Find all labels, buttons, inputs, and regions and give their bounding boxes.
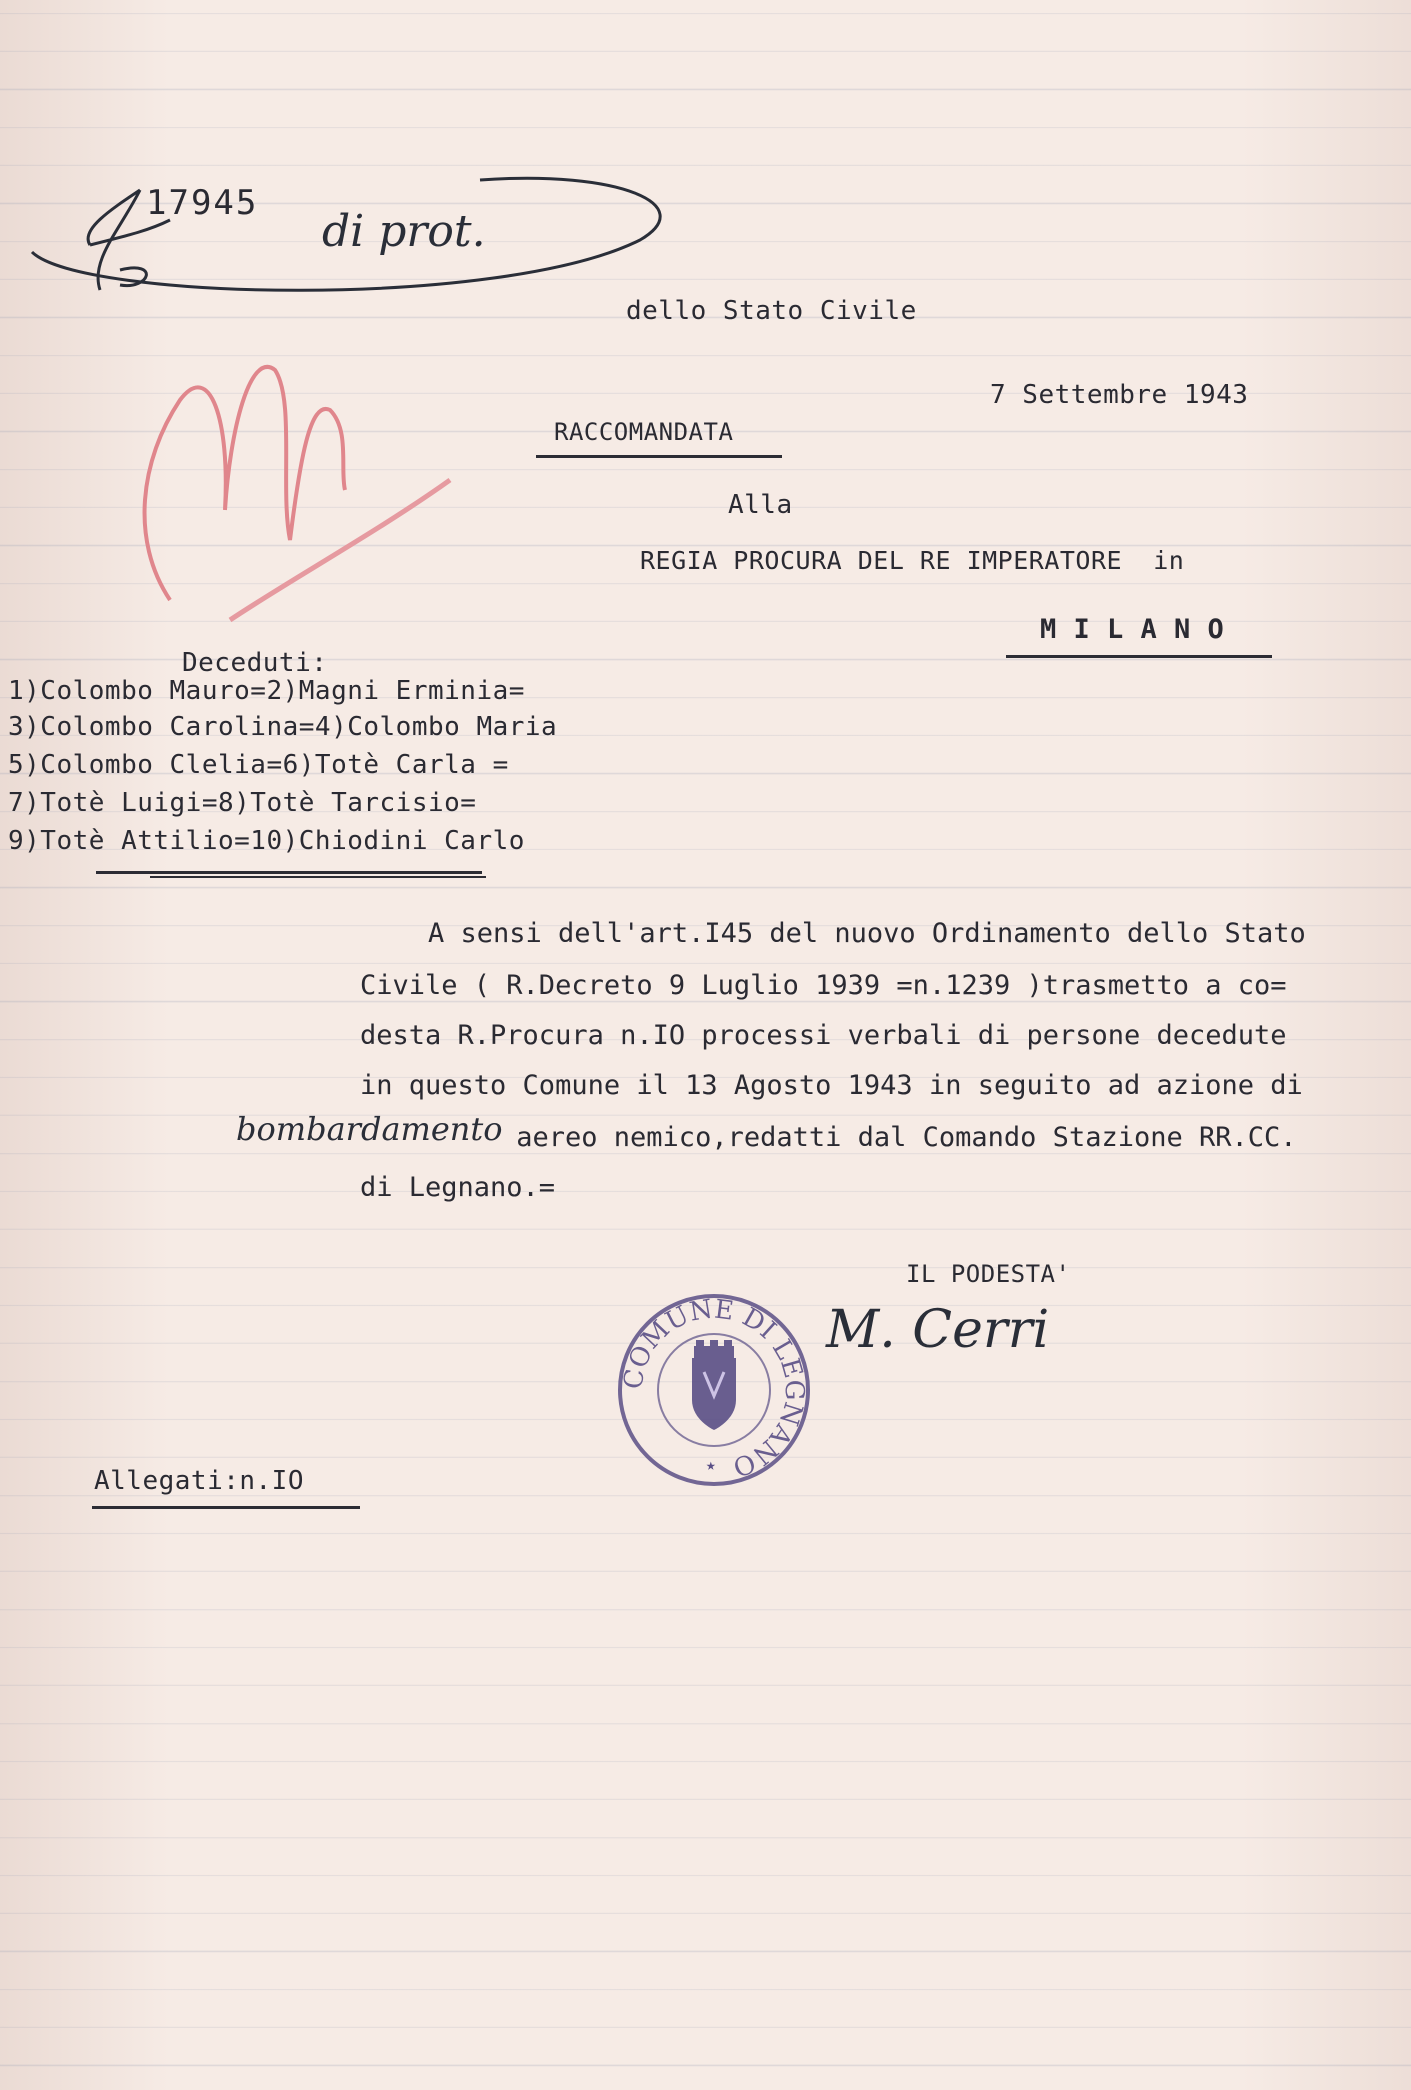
deceased-line: 7)Totè Luigi=8)Totè Tarcisio= <box>8 788 477 818</box>
deceased-underline-second <box>150 876 486 878</box>
document-date: 7 Settembre 1943 <box>990 380 1249 410</box>
red-pencil-mark-icon <box>120 340 480 640</box>
deceased-line: 3)Colombo Carolina=4)Colombo Maria <box>8 712 558 742</box>
stamp-star-icon: ★ <box>706 1455 716 1474</box>
body-line-4: in questo Comune il 13 Agosto 1943 in seguito ad azione di <box>360 1070 1303 1101</box>
deceased-line: 1)Colombo Mauro=2)Magni Erminia= <box>8 676 525 706</box>
signature-handwriting: M. Cerri <box>826 1300 1050 1360</box>
protocol-number: 17945 <box>146 183 259 223</box>
recipient-name: REGIA PROCURA DEL RE IMPERATORE in <box>640 546 1185 575</box>
deceased-line: 9)Totè Attilio=10)Chiodini Carlo <box>8 826 525 856</box>
recipient-city-underline <box>1006 655 1272 658</box>
deceased-line: 5)Colombo Clelia=6)Totè Carla = <box>8 750 509 780</box>
attachments: Allegati:n.IO <box>94 1466 304 1496</box>
recipient-city: M I L A N O <box>1040 614 1225 645</box>
coat-of-arms-icon <box>692 1340 736 1430</box>
municipal-stamp <box>614 1290 814 1490</box>
mail-type-underline <box>536 455 782 458</box>
body-line-5: aereo nemico,redatti dal Comando Stazione RR.CC. <box>500 1122 1297 1153</box>
body-line-1: A sensi dell'art.I45 del nuovo Ordinamento dello Stato <box>428 918 1306 949</box>
deceased-underline <box>96 871 482 874</box>
stamp-text-path: COMUNE DI LEGNANO <box>618 1294 810 1483</box>
mail-type: RACCOMANDATA <box>554 418 734 446</box>
sender-office: dello Stato Civile <box>626 296 917 326</box>
deceased-heading: Deceduti: <box>182 648 328 678</box>
recipient-prefix: Alla <box>728 490 793 520</box>
attachments-underline <box>92 1506 360 1509</box>
body-line-6: di Legnano.= <box>360 1172 556 1203</box>
signature-title: IL PODESTA' <box>906 1260 1071 1288</box>
protocol-handwriting-icon <box>20 150 720 290</box>
protocol-note: di prot. <box>322 206 486 257</box>
body-handwritten-word: bombardamento <box>236 1110 503 1148</box>
body-line-2: Civile ( R.Decreto 9 Luglio 1939 =n.1239 )trasmetto a co= <box>360 970 1287 1001</box>
body-line-3: desta R.Procura n.IO processi verbali di persone decedute <box>360 1020 1287 1051</box>
